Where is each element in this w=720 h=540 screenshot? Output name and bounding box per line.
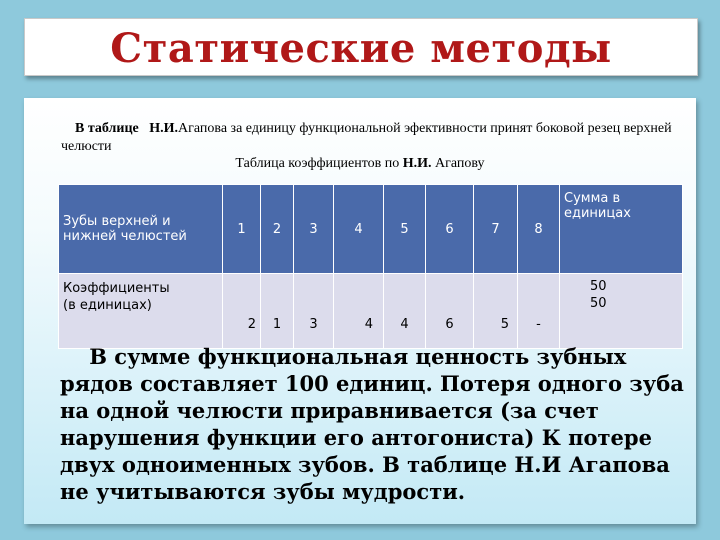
slide-title: Статические методы — [110, 25, 612, 72]
table-caption — [24, 156, 696, 172]
value-cell-3: 3 — [294, 274, 334, 349]
header-cell-4: 4 — [334, 185, 384, 274]
header-cell-7: 7 — [474, 185, 518, 274]
caption-lead: Таблица коэффициентов по — [235, 156, 400, 171]
value-cell-5: 4 — [384, 274, 426, 349]
content-box — [24, 98, 696, 524]
row-label-line-2: (в единицах) — [63, 298, 152, 313]
header-cell-sum: Сумма в единицах — [560, 185, 683, 274]
header-cell-2: 2 — [261, 185, 294, 274]
value-cell-4: 4 — [334, 274, 384, 349]
intro-lead: В таблице — [75, 121, 139, 136]
intro-text — [61, 120, 681, 156]
sum-line-2: 50 — [590, 296, 607, 311]
row-label-line-1: Коэффициенты — [63, 281, 170, 296]
title-box — [24, 18, 698, 76]
header-cell-3: 3 — [294, 185, 334, 274]
header-cell-5: 5 — [384, 185, 426, 274]
summary-text: В сумме функциональная ценность зубных рядов составляет 100 единиц. Потеря одного зуба на одной челюсти приравнивается (за счет нарушения функции его антогониста) К потере двух одноименных зубов. В таблице Н.И Агапова не учитываются зубы мудрости. — [60, 344, 684, 504]
row-label-cell — [59, 274, 223, 349]
table-values-row — [59, 274, 683, 349]
header-cell-8: 8 — [518, 185, 560, 274]
value-cell-1: 2 — [223, 274, 261, 349]
caption-author: Н.И. — [402, 156, 432, 171]
intro-author: Н.И. — [149, 121, 179, 136]
coefficients-table — [58, 184, 683, 349]
value-cell-7: 5 — [474, 274, 518, 349]
value-cell-sum — [560, 274, 683, 349]
caption-end: Агапову — [435, 156, 485, 171]
header-cell-1: 1 — [223, 185, 261, 274]
header-cell-teeth: Зубы верхней и нижней челюстей — [59, 185, 223, 274]
table-header-row — [59, 185, 683, 274]
intro-rest: Агапова за единицу функциональной эфективности принят боковой резец верхней челюсти — [61, 121, 672, 154]
summary-paragraph — [60, 343, 690, 505]
sum-line-1: 50 — [590, 279, 607, 294]
value-cell-8: - — [518, 274, 560, 349]
value-cell-2: 1 — [261, 274, 294, 349]
header-cell-6: 6 — [426, 185, 474, 274]
value-cell-6: 6 — [426, 274, 474, 349]
